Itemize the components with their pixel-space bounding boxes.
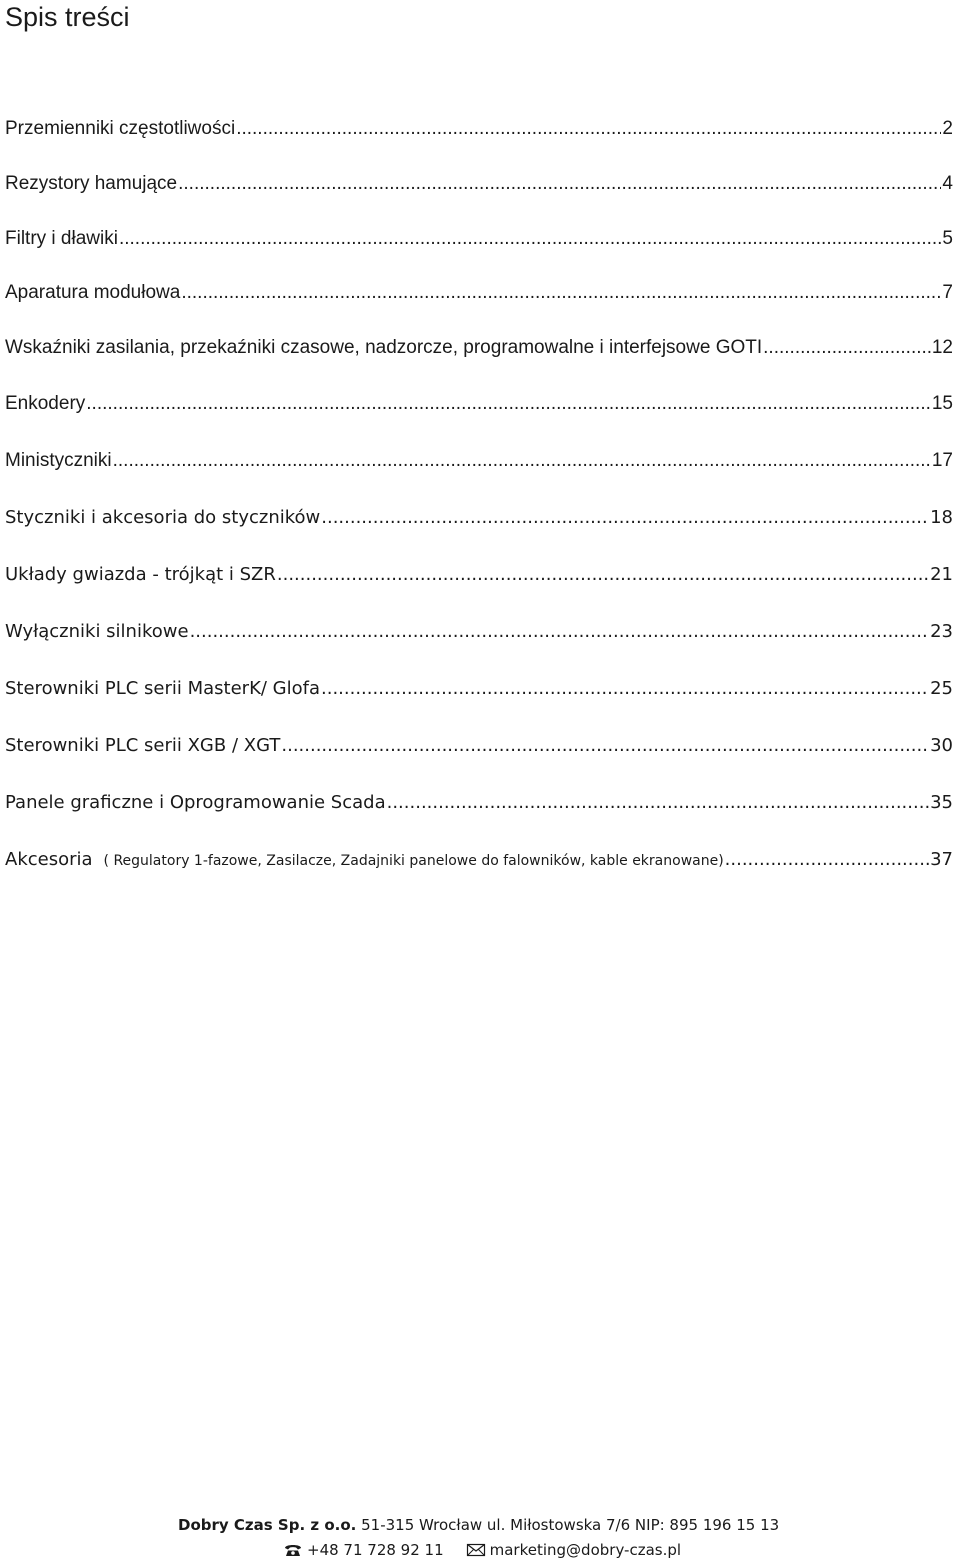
toc-entry-page: 35 <box>930 792 953 813</box>
toc-leader-dots <box>190 619 930 645</box>
toc-leader-dots <box>119 226 941 252</box>
toc-leader-dots <box>321 505 929 531</box>
toc-leader-dots <box>236 116 941 142</box>
toc-entry[interactable] <box>5 335 953 361</box>
page-title: Spis treści <box>5 2 130 32</box>
toc-entry-label: Akcesoria <box>5 849 93 870</box>
toc-leader-dots <box>387 790 929 816</box>
toc-entry-page: 7 <box>942 282 953 303</box>
toc-entry-label: Ministyczniki <box>5 450 112 471</box>
toc-entry[interactable] <box>5 226 953 252</box>
toc-entry-label: Aparatura modułowa <box>5 282 181 303</box>
toc-entry-label: Styczniki i akcesoria do styczników <box>5 507 321 528</box>
toc-entry-label: Sterowniki PLC serii MasterK/ Glofa <box>5 678 320 699</box>
phone-icon <box>283 1542 303 1558</box>
toc-entry[interactable] <box>5 562 953 588</box>
toc-entry-page: 5 <box>942 228 953 249</box>
toc-entry-page: 18 <box>930 507 953 528</box>
toc-leader-dots <box>113 448 931 474</box>
toc-entry-page: 17 <box>931 450 953 471</box>
footer-company-line <box>178 1516 779 1534</box>
toc-entry[interactable] <box>5 280 953 306</box>
toc-entry[interactable] <box>5 733 953 759</box>
toc-entry-page: 21 <box>930 564 953 585</box>
toc-entry[interactable] <box>5 505 953 531</box>
toc-entry[interactable] <box>5 790 953 816</box>
toc-entry-page: 23 <box>930 621 953 642</box>
toc-entry[interactable] <box>5 391 953 417</box>
toc-entry[interactable] <box>5 171 953 197</box>
toc-entry-page: 30 <box>930 735 953 756</box>
toc-leader-dots <box>281 733 929 759</box>
toc-entry[interactable] <box>5 116 953 142</box>
toc-entry[interactable] <box>5 676 953 702</box>
toc-entry-label: Panele graficzne i Oprogramowanie Scada <box>5 792 386 813</box>
toc-leader-dots <box>178 171 941 197</box>
toc-leader-dots <box>321 676 929 702</box>
footer-company-name: Dobry Czas Sp. z o.o. <box>178 1516 357 1534</box>
footer-email[interactable]: marketing@dobry-czas.pl <box>489 1541 682 1559</box>
toc-entry-label: Rezystory hamujące <box>5 173 178 194</box>
toc-entry[interactable] <box>5 448 953 474</box>
toc-entry-label: Wyłączniki silnikowe <box>5 621 189 642</box>
toc-entry-label: Przemienniki częstotliwości <box>5 118 236 139</box>
footer-contact-line <box>283 1541 681 1559</box>
toc-entry[interactable] <box>5 619 953 645</box>
toc-entry[interactable] <box>5 847 953 874</box>
toc-leader-dots <box>763 335 931 361</box>
toc-entry-page: 25 <box>930 678 953 699</box>
toc-leader-dots <box>181 280 941 306</box>
toc-entry-label: Enkodery <box>5 393 86 414</box>
toc-entry-page: 15 <box>931 393 953 414</box>
envelope-icon <box>466 1542 486 1558</box>
toc-entry-page: 2 <box>942 118 953 139</box>
toc-entry-page: 37 <box>930 849 953 870</box>
toc-entry-page: 12 <box>931 337 953 358</box>
footer-phone[interactable]: +48 71 728 92 11 <box>307 1541 444 1559</box>
toc-entry-subtitle: ( Regulatory 1-fazowe, Zasilacze, Zadajniki panelowe do falowników, kable ekranowane) <box>103 853 724 869</box>
toc-entry-page: 4 <box>942 173 953 194</box>
toc-entry-label: Wskaźniki zasilania, przekaźniki czasowe, nadzorcze, programowalne i interfejsowe GOTI <box>5 337 763 358</box>
toc-entry-label: Układy gwiazda - trójkąt i SZR <box>5 564 276 585</box>
toc-leader-dots <box>277 562 929 588</box>
toc-leader-dots <box>725 847 929 873</box>
toc-entry-label: Sterowniki PLC serii XGB / XGT <box>5 735 281 756</box>
footer-address: 51-315 Wrocław ul. Miłostowska 7/6 NIP: 895 196 15 13 <box>361 1516 780 1534</box>
toc-entry-label: Filtry i dławiki <box>5 228 118 249</box>
toc-leader-dots <box>86 391 931 417</box>
